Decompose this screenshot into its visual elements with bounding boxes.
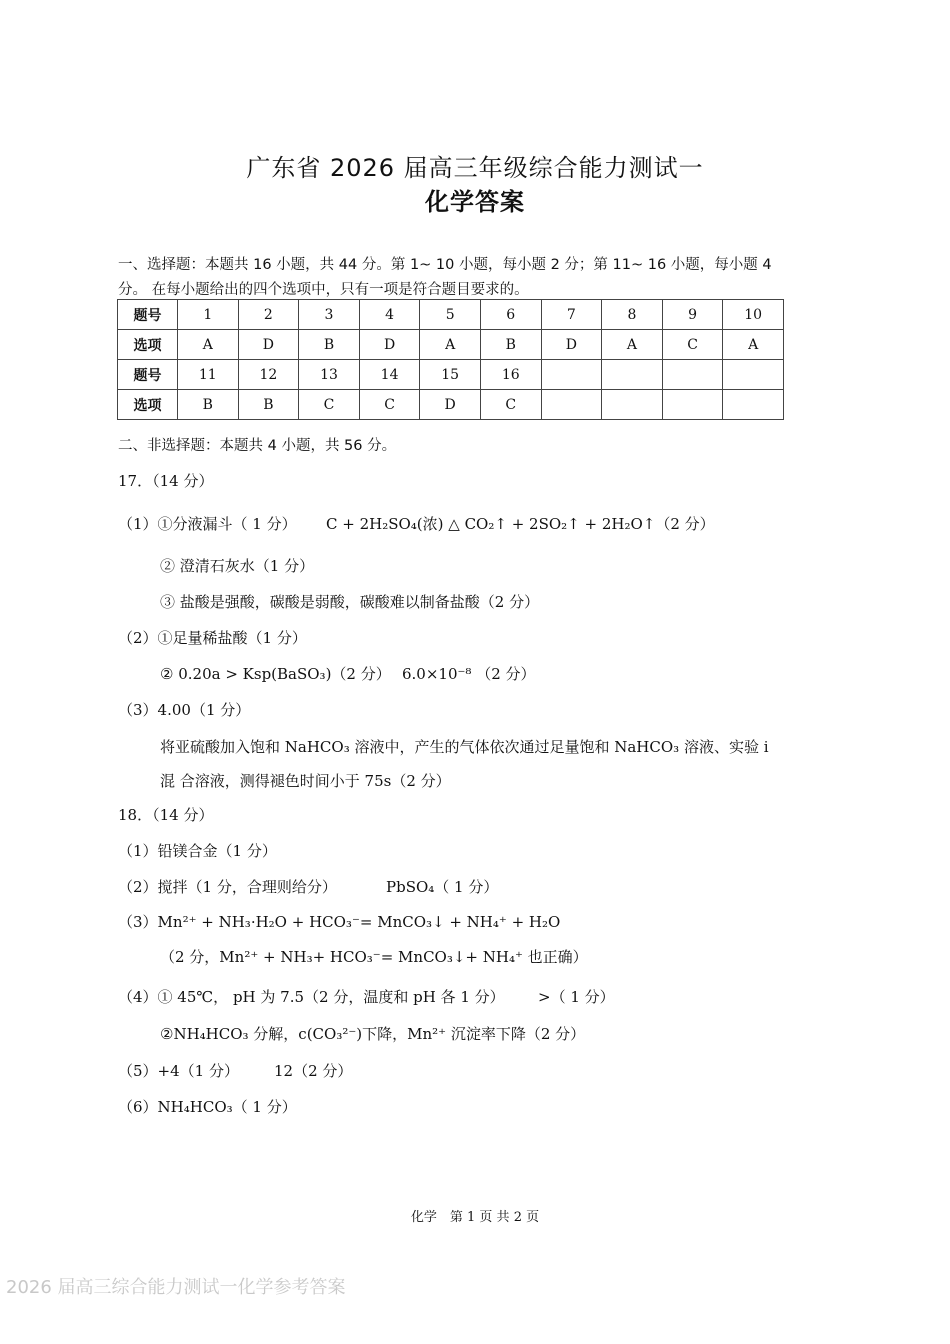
q17-answer-5a: ② 0.20a > Ksp(BaSO₃)（2 分） — [160, 665, 391, 683]
table-row — [118, 390, 784, 420]
q18-answer-3: （3）Mn²⁺ + NH₃·H₂O + HCO₃⁻= MnCO₃↓ + NH₄⁺ + H₂O — [118, 913, 561, 931]
table-cell — [723, 390, 784, 420]
table-cell: 15 — [420, 360, 481, 390]
table-cell — [723, 360, 784, 390]
q17-answer-5b: 6.0×10⁻⁸ （2 分） — [402, 665, 536, 683]
table-cell — [662, 360, 723, 390]
table-cell: 3 — [299, 300, 360, 330]
answer-table — [117, 299, 784, 420]
table-cell: D — [359, 330, 420, 360]
table-cell: C — [359, 390, 420, 420]
table-cell: 5 — [420, 300, 481, 330]
q17-answer-4: （2）①足量稀盐酸（1 分） — [118, 629, 307, 647]
table-cell: C — [480, 390, 541, 420]
q18-answer-4: （2 分，Mn²⁺ + NH₃+ HCO₃⁻= MnCO₃↓+ NH₄⁺ 也正确） — [160, 948, 588, 966]
table-cell: 8 — [602, 300, 663, 330]
q18-answer-2b: PbSO₄（ 1 分） — [386, 878, 499, 896]
table-cell: 4 — [359, 300, 420, 330]
table-cell: 14 — [359, 360, 420, 390]
q18-answer-1: （1）铅镁合金（1 分） — [118, 842, 277, 860]
row-header-answer: 选项 — [118, 330, 178, 360]
q18-answer-7a: （5）+4（1 分） — [118, 1062, 239, 1080]
table-cell — [541, 360, 602, 390]
q17-heading: 17．（14 分） — [118, 472, 214, 490]
watermark: 2026 届高三综合能力测试一化学参考答案 — [6, 1277, 346, 1298]
q18-answer-8: （6）NH₄HCO₃（ 1 分） — [118, 1098, 297, 1116]
section1-intro-line1: 一、选择题：本题共 16 小题，共 44 分。第 1~ 10 小题，每小题 2 分；第 11~ 16 小题，每小题 4 — [118, 257, 772, 273]
table-cell: 7 — [541, 300, 602, 330]
table-cell — [662, 390, 723, 420]
table-cell: B — [238, 390, 299, 420]
table-cell — [602, 360, 663, 390]
q17-answer-1b: C + 2H₂SO₄(浓) △ CO₂↑ + 2SO₂↑ + 2H₂O↑（2 分） — [326, 515, 715, 533]
table-cell: A — [602, 330, 663, 360]
table-cell: B — [299, 330, 360, 360]
table-cell: 1 — [178, 300, 239, 330]
table-cell: D — [541, 330, 602, 360]
table-cell — [602, 390, 663, 420]
page-title: 广东省 2026 届高三年级综合能力测试一 — [246, 154, 704, 182]
q18-answer-5a: （4）① 45℃， pH 为 7.5（2 分，温度和 pH 各 1 分） — [118, 988, 505, 1006]
page-subtitle: 化学答案 — [425, 188, 525, 216]
table-cell: C — [299, 390, 360, 420]
table-cell: A — [420, 330, 481, 360]
table-cell: 2 — [238, 300, 299, 330]
q18-answer-6: ②NH₄HCO₃ 分解，c(CO₃²⁻)下降，Mn²⁺ 沉淀率下降（2 分） — [160, 1025, 586, 1043]
table-cell: 6 — [480, 300, 541, 330]
table-cell: 10 — [723, 300, 784, 330]
table-cell: D — [420, 390, 481, 420]
page-footer: 化学 第 1 页 共 2 页 — [410, 1210, 540, 1225]
q18-answer-7b: 12（2 分） — [274, 1062, 353, 1080]
table-cell: 16 — [480, 360, 541, 390]
q18-heading: 18．（14 分） — [118, 806, 214, 824]
q18-answer-2a: （2）搅拌（1 分，合理则给分） — [118, 878, 337, 896]
q17-answer-8: 混 合溶液，测得褪色时间小于 75s（2 分） — [160, 772, 451, 790]
row-header-answer: 选项 — [118, 390, 178, 420]
row-header-question: 题号 — [118, 360, 178, 390]
q17-answer-3: ③ 盐酸是强酸，碳酸是弱酸，碳酸难以制备盐酸（2 分） — [160, 593, 540, 611]
table-row — [118, 300, 784, 330]
table-cell: 9 — [662, 300, 723, 330]
table-cell: 11 — [178, 360, 239, 390]
row-header-question: 题号 — [118, 300, 178, 330]
q17-answer-6: （3）4.00（1 分） — [118, 701, 251, 719]
table-cell: 13 — [299, 360, 360, 390]
table-row — [118, 330, 784, 360]
table-cell: B — [178, 390, 239, 420]
table-cell: A — [723, 330, 784, 360]
section1-intro-line2: 分。 在每小题给出的四个选项中，只有一项是符合题目要求的。 — [118, 282, 529, 298]
table-cell: B — [480, 330, 541, 360]
q17-answer-2: ② 澄清石灰水（1 分） — [160, 557, 315, 575]
q17-answer-7: 将亚硫酸加入饱和 NaHCO₃ 溶液中，产生的气体依次通过足量饱和 NaHCO₃ 溶液、实验 i — [160, 738, 769, 756]
table-cell: D — [238, 330, 299, 360]
q18-answer-5b: >（ 1 分） — [538, 988, 615, 1006]
table-cell: 12 — [238, 360, 299, 390]
table-cell — [541, 390, 602, 420]
table-cell: C — [662, 330, 723, 360]
table-cell: A — [178, 330, 239, 360]
q17-answer-1a: （1）①分液漏斗（ 1 分） — [118, 515, 297, 533]
table-row — [118, 360, 784, 390]
section2-heading: 二、非选择题：本题共 4 小题，共 56 分。 — [118, 438, 397, 454]
